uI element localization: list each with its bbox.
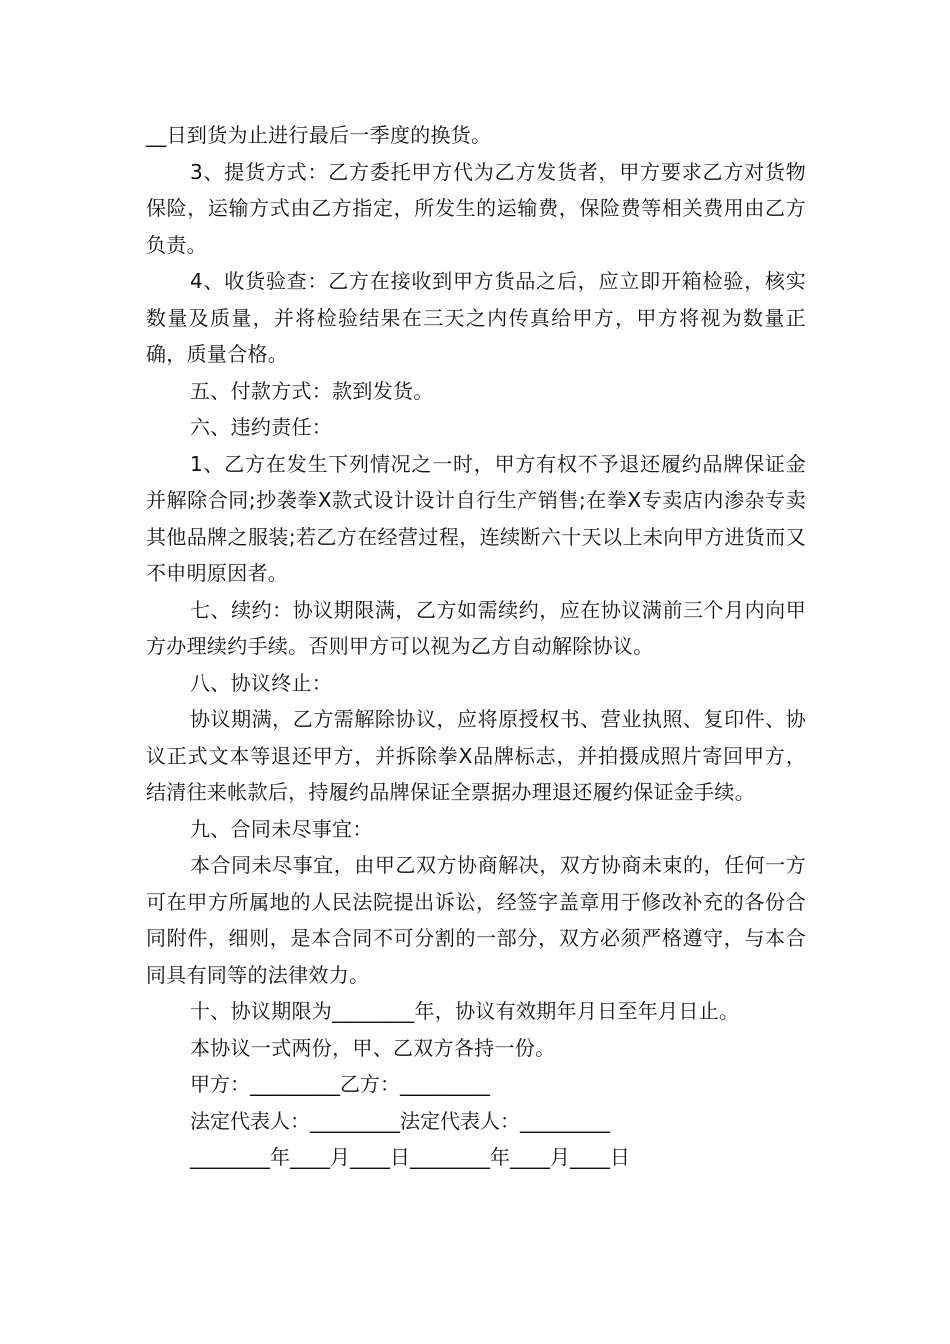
signature-representatives-line: 法定代表人：_________法定代表人：_________ bbox=[190, 1108, 610, 1133]
paragraph-outstanding-matters: 本合同未尽事宜，由甲乙双方协商解决，双方协商未束的，任何一方可在甲方所属地的人民法院提出诉讼，经签字盖章用于修改补充的各份合同附件，细则，是本合同不可分割的一部分，双方必须严格遵守，与本合同具有同等的法律效力。 bbox=[146, 853, 806, 987]
paragraph-breach-conditions: 1、乙方在发生下列情况之一时，甲方有权不予退还履约品牌保证金并解除合同;抄袭拳X款式设计设计自行生产销售;在拳X专卖店内渗杂专卖其他品牌之服装;若乙方在经营过程，连续断六十天以上未向甲方进货而又不申明原因者。 bbox=[146, 451, 806, 585]
heading-outstanding-matters: 九、合同未尽事宜： bbox=[190, 816, 373, 841]
paragraph-exchange-deadline: __日到货为止进行最后一季度的换货。 bbox=[146, 123, 492, 147]
paragraph-receipt-inspection: 4、收货验查：乙方在接收到甲方货品之后，应立即开箱检验，核实数量及质量，并将检验结果在三天之内传真给甲方，甲方将视为数量正确，质量合格。 bbox=[146, 269, 806, 366]
paragraph-copies: 本协议一式两份，甲、乙双方各持一份。 bbox=[190, 1035, 556, 1060]
signature-dates-line: ________年____月____日________年____月____日 bbox=[190, 1145, 630, 1169]
paragraph-delivery-method: 3、提货方式：乙方委托甲方代为乙方发货者，甲方要求乙方对货物保险，运输方式由乙方指定，所发生的运输费，保险费等相关费用由乙方负责。 bbox=[146, 159, 806, 257]
paragraph-termination-terms: 协议期满，乙方需解除协议，应将原授权书、营业执照、复印件、协议正式文本等退还甲方，并拆除拳X品牌标志，并拍摄成照片寄回甲方，结清往来帐款后，持履约品牌保证全票据办理退还履约保证金手续。 bbox=[146, 707, 806, 804]
heading-breach-liability: 六、违约责任： bbox=[190, 415, 333, 439]
heading-termination: 八、协议终止： bbox=[190, 670, 333, 695]
paragraph-agreement-term: 十、协议期限为________年，协议有效期年月日至年月日止。 bbox=[190, 999, 740, 1023]
paragraph-renewal: 七、续约：协议期限满，乙方如需续约，应在协议满前三个月内向甲方办理续约手续。否则甲方可以视为乙方自动解除协议。 bbox=[146, 597, 806, 658]
signature-parties-line: 甲方：_________乙方：_________ bbox=[190, 1072, 490, 1096]
heading-payment-method: 五、付款方式：款到发货。 bbox=[190, 378, 434, 403]
contract-body bbox=[146, 117, 806, 1176]
